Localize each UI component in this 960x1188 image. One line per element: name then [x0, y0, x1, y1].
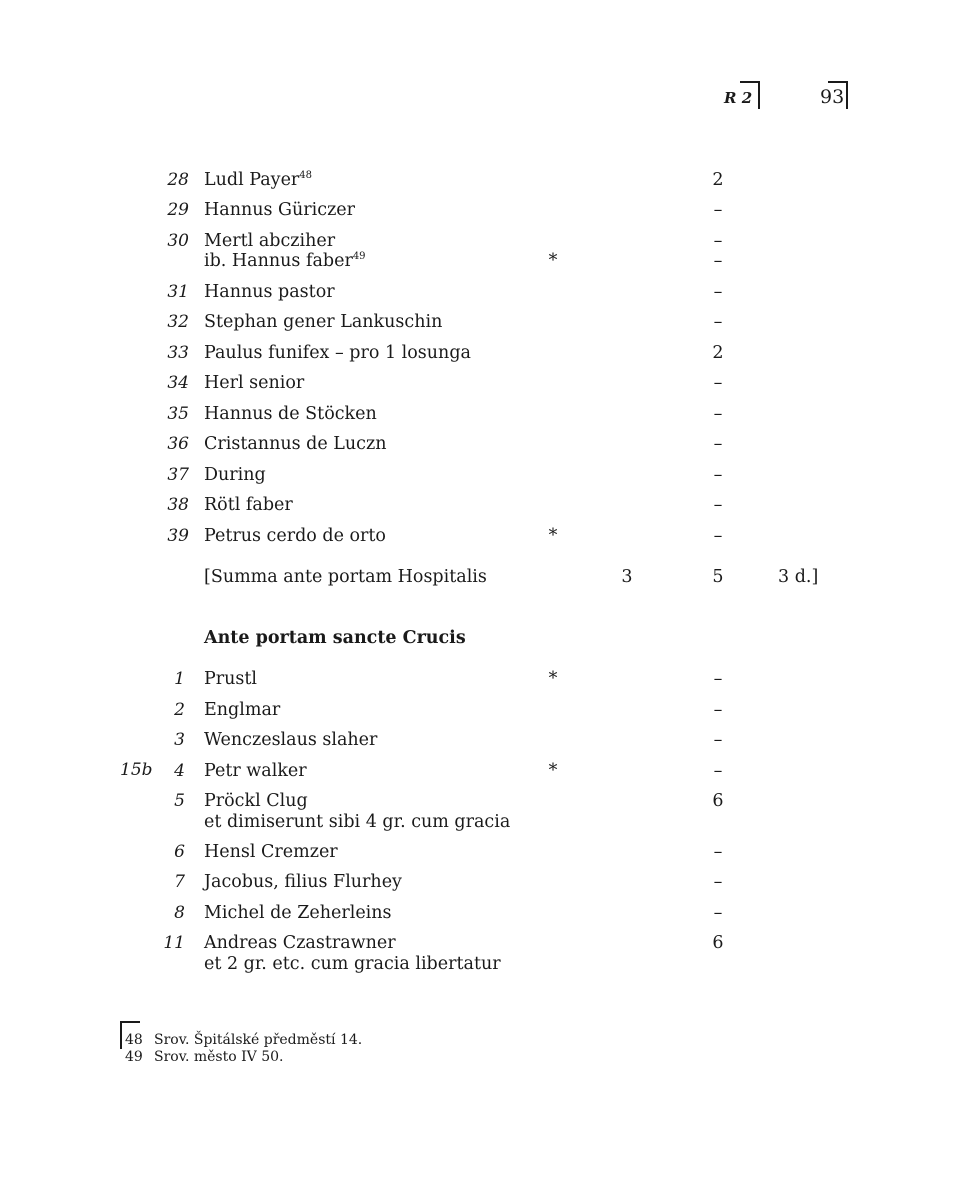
footnote-number: 48	[125, 1032, 143, 1048]
row-value: –	[713, 465, 723, 485]
footnote-number: 49	[125, 1049, 143, 1065]
row-number: 3	[174, 730, 185, 750]
summa-value-3: 3 d.]	[778, 567, 819, 587]
row-value: 6	[712, 791, 724, 811]
row-number: 38	[167, 495, 189, 515]
row-name: Hannus Güriczer	[204, 200, 356, 220]
section-heading: Ante portam sancte Crucis	[204, 628, 466, 648]
row-number: 30	[167, 231, 189, 251]
row-number: 33	[167, 343, 189, 363]
row-name: Herl senior	[204, 373, 305, 393]
row-number: 6	[174, 842, 185, 862]
row-name: Hannus de Stöcken	[204, 404, 377, 424]
row-name: Hannus pastor	[204, 282, 335, 302]
row-value: –	[713, 669, 723, 689]
row-number: 4	[174, 761, 185, 781]
row-number: 32	[167, 312, 189, 332]
row-name: Petrus cerdo de orto	[204, 526, 386, 546]
row-name: Englmar	[204, 700, 281, 720]
row-star: *	[548, 526, 558, 546]
row-value: 2	[712, 170, 724, 190]
row-value: –	[713, 251, 723, 271]
row-value: –	[713, 312, 723, 332]
row-star: *	[548, 669, 558, 689]
summa-text: [Summa ante portam Hospitalis	[204, 567, 487, 587]
row-value: –	[713, 373, 723, 393]
summa-value-1: 3	[621, 567, 633, 587]
row-value: –	[713, 434, 723, 454]
row-value: –	[713, 730, 723, 750]
row-value: 2	[712, 343, 724, 363]
margin-note: 15b	[120, 760, 153, 780]
row-number: 35	[167, 404, 189, 424]
row-name: Michel de Zeherleins	[204, 903, 392, 923]
row-value: –	[713, 495, 723, 515]
row-number: 31	[167, 282, 189, 302]
footnote-ref: 48	[299, 170, 313, 182]
row-name: Prustl	[204, 669, 258, 689]
row-number: 7	[174, 872, 185, 892]
row-number: 1	[174, 669, 185, 689]
row-value: –	[713, 842, 723, 862]
row-name: During	[204, 465, 266, 485]
row-value: –	[713, 231, 723, 251]
row-value: 6	[712, 933, 724, 953]
row-name: Cristannus de Luczn	[204, 434, 387, 454]
signature-corner-mark	[740, 81, 760, 109]
row-value: –	[713, 282, 723, 302]
row-number: 39	[167, 526, 189, 546]
row-name: Ludl Payer$^{48}$	[204, 170, 313, 190]
footnote-text: Srov. město IV 50.	[154, 1049, 284, 1065]
row-value: –	[713, 700, 723, 720]
row-name: Paulus funifex – pro 1 losunga	[204, 343, 471, 363]
row-number: 28	[167, 170, 189, 190]
row-name: Pröckl Clug	[204, 791, 308, 811]
row-value: –	[713, 526, 723, 546]
row-star: *	[548, 251, 558, 271]
row-value: –	[713, 872, 723, 892]
row-name: Mertl abcziher	[204, 231, 336, 251]
row-value: –	[713, 903, 723, 923]
row-star: *	[548, 761, 558, 781]
footnote-ref: 49	[352, 251, 366, 263]
row-number: 2	[174, 700, 185, 720]
summa-value-2: 5	[712, 567, 724, 587]
row-value: –	[713, 404, 723, 424]
row-name: Wenczeslaus slaher	[204, 730, 378, 750]
row-number: 29	[167, 200, 189, 220]
page-corner-mark	[828, 81, 848, 109]
footnote-text: Srov. Špitálské předměstí 14.	[154, 1032, 363, 1048]
row-value: –	[713, 761, 723, 781]
running-signature: R 2	[724, 89, 753, 107]
row-number: 36	[167, 434, 189, 454]
page-number: 93	[820, 86, 845, 108]
row-name: Petr walker	[204, 761, 307, 781]
row-name-cont: ib. Hannus faber$^{49}$	[204, 251, 366, 271]
row-number: 8	[174, 903, 185, 923]
row-name: Rötl faber	[204, 495, 293, 515]
row-name: Jacobus, filius Flurhey	[204, 872, 402, 892]
row-number: 37	[167, 465, 189, 485]
row-name: Hensl Cremzer	[204, 842, 338, 862]
row-name-cont: et dimiserunt sibi 4 gr. cum gracia	[204, 812, 511, 832]
row-number: 5	[174, 791, 185, 811]
row-name: Stephan gener Lankuschin	[204, 312, 443, 332]
row-name-cont: et 2 gr. etc. cum gracia libertatur	[204, 954, 501, 974]
row-number: 34	[167, 373, 189, 393]
row-name: Andreas Czastrawner	[204, 933, 396, 953]
row-number: 11	[163, 933, 185, 953]
row-value: –	[713, 200, 723, 220]
